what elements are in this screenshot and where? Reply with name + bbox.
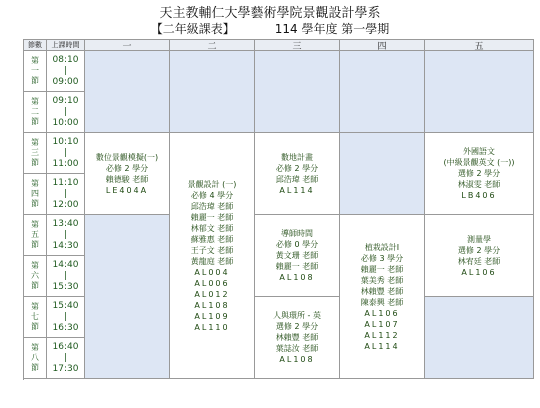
empty-slot	[85, 215, 170, 379]
period-label: 第 六 節	[24, 256, 47, 297]
time-cell: 11:10 | 12:00	[47, 174, 85, 215]
empty-slot	[170, 51, 255, 133]
period-label: 第 八 節	[24, 338, 47, 379]
time-cell: 15:40 | 16:30	[47, 297, 85, 338]
time-cell: 10:10 | 11:00	[47, 133, 85, 174]
empty-slot	[340, 133, 425, 215]
period-label: 第 五 節	[24, 215, 47, 256]
timetable	[23, 39, 534, 380]
course-site-planning[interactable]: 數地計畫 必修 2 學分 邱浩瑋 老師 AL114	[255, 133, 340, 215]
course-planting-design[interactable]: 植栽設計I 必修 3 學分 賴麗一 老師 葉美秀 老師 林賴豐 老師 陳泰興 老師 AL106 AL107 AL112 AL114	[340, 215, 425, 379]
empty-slot	[340, 51, 425, 133]
header-day-tue: 二	[170, 40, 255, 51]
time-cell: 16:40 | 17:30	[47, 338, 85, 379]
course-landscape-design[interactable]: 景觀設計 (一) 必修 4 學分 邱浩瑋 老師 賴麗一 老師 林郁文 老師 蘇雅惠 老師 王子文 老師 黃龍庭 老師 AL004 AL006 AL012 AL108 AL109 AL110	[170, 133, 255, 379]
header-day-fri: 五	[425, 40, 534, 51]
course-tutor-time[interactable]: 導師時間 必修 0 學分 黃文珊 老師 賴麗一 老師 AL108	[255, 215, 340, 297]
header-day-mon: 一	[85, 40, 170, 51]
period-label: 第 二 節	[24, 92, 47, 133]
time-cell: 08:10 | 09:00	[47, 51, 85, 92]
empty-slot	[425, 51, 534, 133]
header-period: 節數	[24, 40, 47, 51]
empty-slot	[85, 51, 170, 133]
header-time: 上課時間	[47, 40, 85, 51]
course-digital-landscape-sim[interactable]: 數位景觀模擬(一) 必修 2 學分 賴德駿 老師 LE404A	[85, 133, 170, 215]
period-label: 第 七 節	[24, 297, 47, 338]
time-cell: 13:40 | 14:30	[47, 215, 85, 256]
course-foreign-language[interactable]: 外國語文 (中級景觀英文 (一)) 選修 2 學分 林淑雯 老師 LB406	[425, 133, 534, 215]
header-day-wed: 三	[255, 40, 340, 51]
period-label: 第 三 節	[24, 133, 47, 174]
header-day-thu: 四	[340, 40, 425, 51]
grade-label: 【二年級課表】	[150, 22, 235, 36]
empty-slot	[255, 51, 340, 133]
time-cell: 14:40 | 15:30	[47, 256, 85, 297]
period-label: 第 四 節	[24, 174, 47, 215]
page-subtitle	[0, 22, 540, 36]
time-cell: 09:10 | 10:00	[47, 92, 85, 133]
semester-label: 114 學年度 第一學期	[274, 22, 390, 36]
course-surveying[interactable]: 測量學 選修 2 學分 林宥廷 老師 AL106	[425, 215, 534, 297]
page-title: 天主教輔仁大學藝術學院景觀設計學系	[159, 6, 381, 21]
period-label: 第 一 節	[24, 51, 47, 92]
empty-slot	[425, 297, 534, 379]
course-people-environment[interactable]: 人與環所 - 英 選修 2 學分 林賴豐 老師 葉誌汝 老師 AL108	[255, 297, 340, 379]
